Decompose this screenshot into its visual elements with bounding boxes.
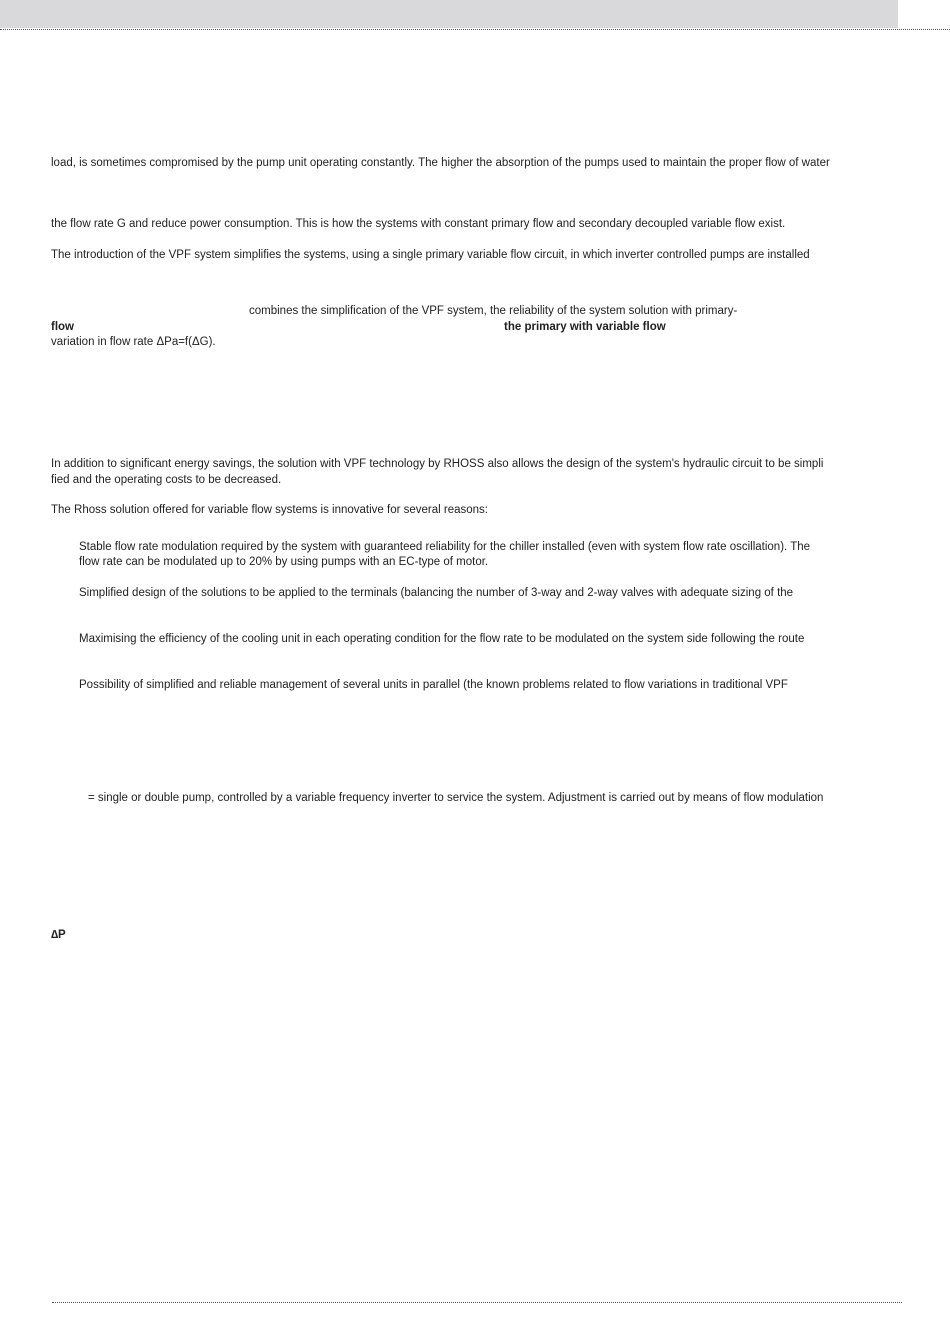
paragraph-5-line-2: fied and the operating costs to be decreased.: [51, 474, 282, 486]
paragraph-4-line-1: combines the simplification of the VPF system, the reliability of the system solution with primary-: [249, 305, 738, 317]
bullet-1-line-2: flow rate can be modulated up to 20% by using pumps with an EC-type of motor.: [79, 556, 489, 568]
paragraph-4-line-3: variation in flow rate ΔPa=f(ΔG).: [51, 336, 216, 348]
delta-p-label: ∆P: [51, 929, 66, 941]
bottom-dotted-rule: [52, 1302, 902, 1303]
paragraph-5-line-1: In addition to significant energy savings, the solution with VPF technology by RHOSS also allows the design of the system's hydraulic circuit to be simpli: [51, 458, 824, 470]
paragraph-6-line-1: The Rhoss solution offered for variable flow systems is innovative for several reasons:: [51, 504, 488, 516]
bullet-3-line-1: Maximising the efficiency of the cooling unit in each operating condition for the flow rate to be modulated on the system side following the route: [79, 633, 805, 645]
bullet-4-line-1: Possibility of simplified and reliable management of several units in parallel (the known problems related to flow variations in traditional VPF: [79, 679, 788, 691]
paragraph-4-bold-flow: flow: [51, 321, 74, 333]
bullet-1-line-1: Stable flow rate modulation required by the system with guaranteed reliability for the chiller installed (even with system flow rate oscillation). The: [79, 541, 811, 553]
header-bar: [0, 0, 898, 28]
paragraph-2-line-1: the flow rate G and reduce power consumption. This is how the systems with constant primary flow and secondary decoupled variable flow exist.: [51, 218, 786, 230]
paragraph-4-bold-primary-variable-flow: the primary with variable flow: [504, 321, 666, 333]
top-dotted-rule: [0, 29, 950, 30]
paragraph-3-line-1: The introduction of the VPF system simplifies the systems, using a single primary variable flow circuit, in which inverter controlled pumps are installed: [51, 249, 810, 261]
paragraph-1-line-1: load, is sometimes compromised by the pump unit operating constantly. The higher the absorption of the pumps used to maintain the proper flow of water: [51, 157, 830, 169]
bullet-2-line-1: Simplified design of the solutions to be applied to the terminals (balancing the number of 3-way and 2-way valves with adequate sizing of the: [79, 587, 794, 599]
pump-description-line-1: = single or double pump, controlled by a variable frequency inverter to service the system. Adjustment is carried out by means of flow modulation: [88, 792, 824, 804]
